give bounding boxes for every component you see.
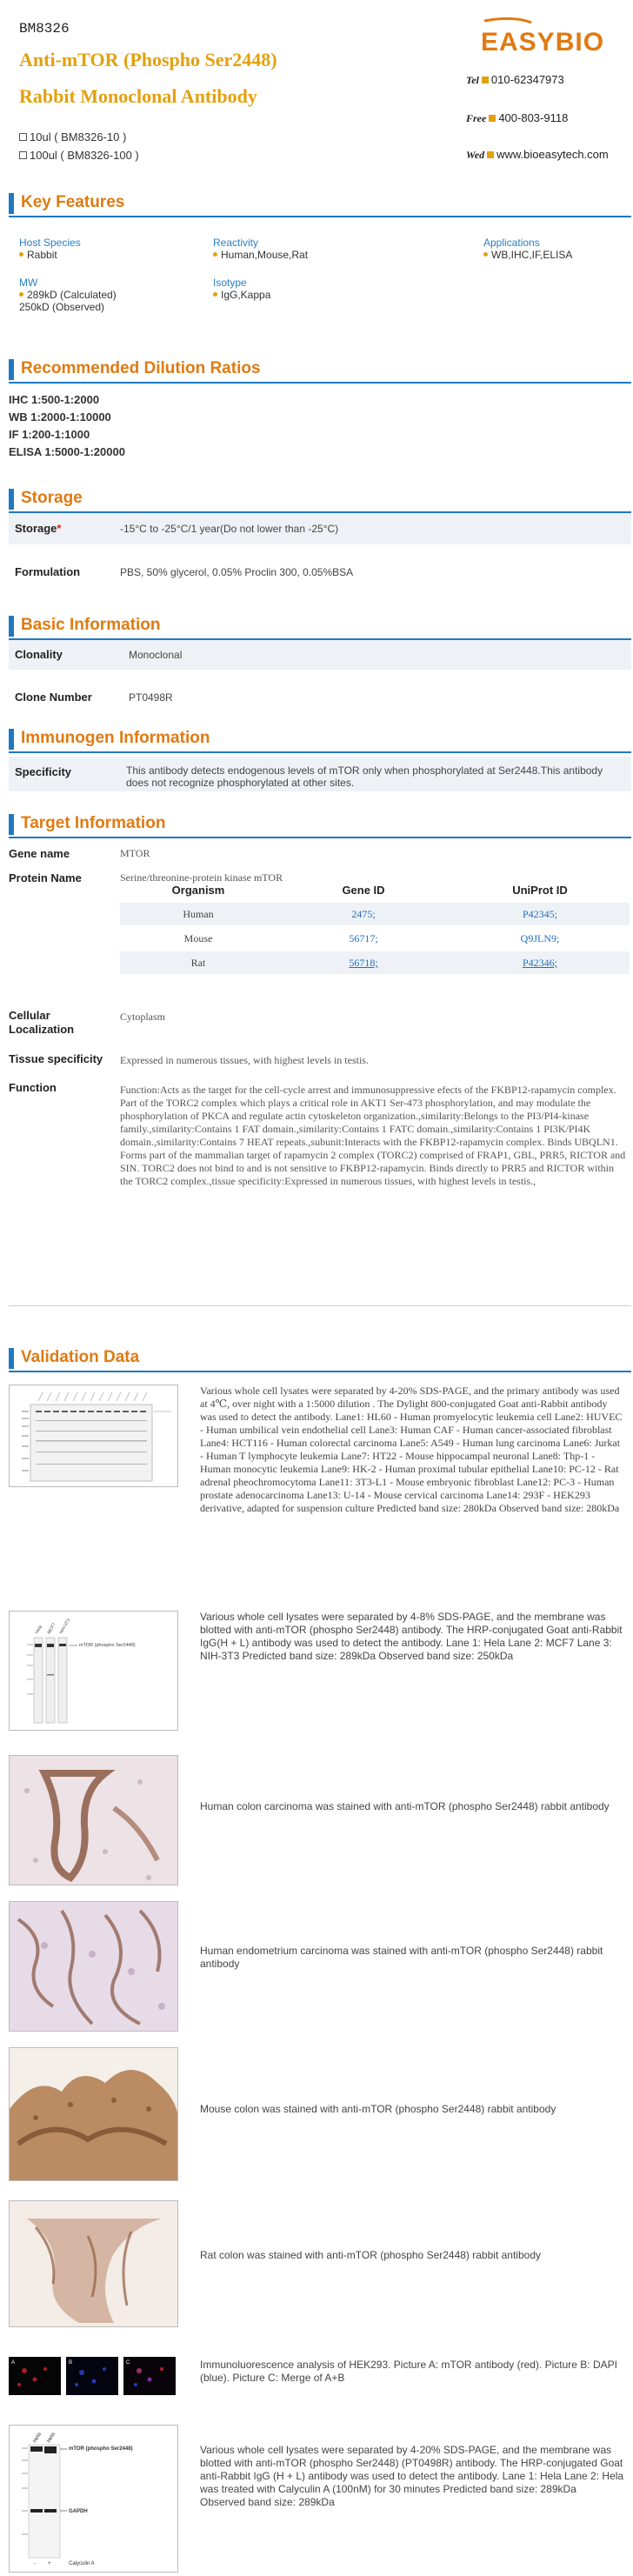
storage-label: Storage*	[15, 522, 62, 535]
validation-caption: Rat colon was stained with anti-mTOR (phospho Ser2448) rabbit antibody	[200, 2249, 541, 2261]
protein-name-label: Protein Name	[9, 871, 82, 884]
host-species-value: Rabbit	[19, 249, 57, 261]
product-subtitle: Rabbit Monoclonal Antibody	[19, 85, 257, 107]
lane-label: Hela	[34, 1625, 43, 1635]
contact-tel: Tel 010-62347973	[466, 73, 564, 86]
blot-band-label: mTOR (phospho Ser2448)	[69, 2446, 133, 2452]
dilution-if: IF 1:200-1:1000	[9, 428, 90, 441]
organism-cell: Human	[183, 908, 214, 920]
bullet-icon	[482, 77, 489, 83]
cellular-localization-value: Cytoplasm	[120, 1011, 166, 1023]
section-heading-validation: Validation Data	[9, 1348, 139, 1369]
cellular-localization-label: Cellular Localization	[9, 1009, 75, 1036]
western-blot-graphic	[10, 1385, 178, 1487]
ihc-image	[9, 1901, 178, 2032]
bullet-icon	[19, 252, 23, 257]
gene-name-value: MTOR	[120, 847, 150, 859]
ihc-image	[9, 2047, 178, 2181]
easybio-logo	[479, 17, 618, 56]
treatment-mark: +	[48, 2561, 51, 2566]
gene-id-link[interactable]: 2475;	[351, 908, 376, 920]
section-divider	[9, 751, 631, 753]
column-header: Organism	[171, 884, 225, 897]
bullet-icon	[483, 252, 488, 257]
reactivity-value: Human,Mouse,Rat	[213, 249, 308, 261]
dilution-wb: WB 1:2000-1:10000	[9, 410, 111, 424]
formulation-value: PBS, 50% glycerol, 0.05% Proclin 300, 0.05%BSA	[120, 566, 354, 578]
clone-number-label: Clone Number	[15, 691, 92, 704]
panel-label: A	[11, 2360, 16, 2366]
size-option[interactable]: 10ul ( BM8326-10 )	[19, 130, 126, 143]
storage-value: -15°C to -25°C/1 year(Do not lower than -25°C)	[120, 523, 339, 535]
catalog-code: BM8326	[19, 21, 70, 37]
checkbox-icon[interactable]	[19, 151, 27, 159]
applications-label: Applications	[483, 237, 540, 249]
isotype-label: Isotype	[213, 277, 247, 289]
mw-observed: 250kD (Observed)	[19, 301, 105, 313]
ihc-image	[9, 1755, 178, 1885]
lane-label: Hela	[46, 2432, 57, 2444]
function-label: Function	[9, 1081, 57, 1094]
uniprot-link[interactable]: P42345;	[522, 908, 557, 920]
section-heading-dilution: Recommended Dilution Ratios	[9, 359, 261, 380]
validation-caption: Various whole cell lysates were separated by 4-8% SDS-PAGE, and the membrane was blotted with anti-mTOR (phospho Ser2448) antibody. The HRP-conjugated Goat anti-Rabbit IgG(H + L) antibody was used to detect the antibody. Lane 1: Hela Lane 2: MCF7 Lane 3: NIH-3T3 Predicted band size: 289kDa Observed band size: 250kDa	[200, 1611, 623, 1662]
bullet-icon	[489, 115, 496, 122]
validation-caption: Various whole cell lysates were separated by 4-20% SDS-PAGE, and the membrane was blotted with anti-mTOR (phospho Ser2448) (PT0498R) antibody. The HRP-conjugated Goat anti-Rabbit IgG (H + L) antibody was used to detect the antibody. Lane 1: Hela Lane 2: Hela was treated with Calyculin A (100nM) for 30 minutes Predicted band size: 289kDa Observed band size: 289kDa	[200, 2444, 624, 2508]
ihc-image	[9, 2200, 178, 2327]
uniprot-link[interactable]: P42346;	[522, 957, 557, 969]
gene-id-link[interactable]: 56718;	[349, 957, 378, 969]
applications-value: WB,IHC,IF,ELISA	[483, 249, 572, 261]
tissue-specificity-label: Tissue specificity	[9, 1052, 103, 1065]
isotype-value: IgG,Kappa	[213, 289, 270, 301]
clonality-label: Clonality	[15, 648, 63, 661]
gene-name-label: Gene name	[9, 847, 70, 860]
validation-caption: Immunoluorescence analysis of HEK293. Picture A: mTOR antibody (red). Picture B: DAPI (blue). Picture C: Merge of A+B	[200, 2359, 617, 2384]
tissue-specificity-value: Expressed in numerous tissues, with highest levels in testis.	[120, 1054, 369, 1066]
western-blot-image	[9, 2425, 178, 2573]
gene-id-link[interactable]: 56717;	[349, 932, 378, 944]
formulation-label: Formulation	[15, 565, 81, 578]
table-row	[120, 951, 630, 974]
treatment-mark: -	[34, 2561, 36, 2566]
mw-label: MW	[19, 277, 38, 289]
validation-caption: Mouse colon was stained with anti-mTOR (phospho Ser2448) rabbit antibody	[200, 2103, 556, 2115]
lane-label: MCF7	[46, 1622, 57, 1635]
loading-control-label: GAPDH	[69, 2509, 88, 2514]
validation-caption: Various whole cell lysates were separated by 4-20% SDS-PAGE, and the primary antibody was used at 4℃, over night with a 1:5000 dilution . The Dylight 800-conjugated Goat anti-Rabbit antibody was used to detect the antibody. Lane1: HL60 - Human promyelocytic leukemia cell Lane2: HUVEC - Human umbilical vein endothelial cell Lane3: Human CAF - Human cancer-associated fibroblast Lane4: HCT116 - Human colorectal carcinoma Lane5: A549 - Human lung carcinoma Lane6: Jurkat - Human T lymphocyte leukemia Lane7: HT22 - Mouse hippocampal neuronal Lane8: Thp-1 - Human monocytic leukemia Lane9: HK-2 - Human proximal tubular epithelial Lane10: PC-12 - Rat adrenal pheochromocytoma Lane11: 3T3-L1 - Mouse embryonic fibroblast Lane12: PC-3 - Human prostate adenocarcinoma Lane13: U-14 - Mouse cervical carcinoma Lane14: 293F - HEK293 derivative, adapted for suspension culture Predicted band size: 280kDa Observed band size: 280kDa	[200, 1385, 623, 1514]
table-row	[120, 927, 630, 950]
checkbox-icon[interactable]	[19, 133, 27, 141]
clone-number-value: PT0498R	[129, 691, 173, 704]
section-heading-immunogen: Immunogen Information	[9, 729, 210, 750]
section-heading-storage: Storage	[9, 489, 83, 510]
blot-band-label: mTOR (phospho Ser2448)	[79, 1643, 136, 1648]
western-blot-graphic	[10, 2426, 178, 2573]
divider	[9, 1305, 631, 1306]
lane-label: Hela	[32, 2432, 43, 2444]
section-divider	[9, 216, 631, 217]
column-header: UniProt ID	[512, 884, 568, 897]
contact-web[interactable]: Wed www.bioeasytech.com	[466, 148, 609, 161]
protein-name-value: Serine/threonine-protein kinase mTOR	[120, 871, 283, 884]
if-image	[9, 2353, 178, 2399]
panel-label: B	[69, 2360, 73, 2366]
reactivity-label: Reactivity	[213, 237, 259, 249]
organism-cell: Rat	[190, 957, 206, 969]
section-heading-basic: Basic Information	[9, 616, 160, 637]
bullet-icon	[213, 252, 217, 257]
product-title: Anti-mTOR (Phospho Ser2448)	[19, 49, 277, 70]
clonality-value: Monoclonal	[129, 649, 183, 661]
section-divider	[9, 382, 631, 384]
organism-cell: Mouse	[183, 932, 213, 944]
validation-caption: Human endometrium carcinoma was stained with anti-mTOR (phospho Ser2448) rabbit antibody	[200, 1945, 603, 1970]
bullet-icon	[487, 151, 494, 158]
dilution-ihc: IHC 1:500-1:2000	[9, 393, 100, 406]
function-value: Function:Acts as the target for the cell-cycle arrest and immunosuppressive efects of the FKBP12-rapamycin complex. Part of the TORC2 complex which plays a critical role in AKT1 Ser-473 phosphorylation, and may modulate the phosphorylation of PKCA and regulate actin cytoskeleton organization.,similarity:Belongs to the PI3/PI4-kinase family.,similarity:Contains 1 FAT domain.,similarity:Contains 1 FATC domain.,similarity:Contains 1 PI3K/PI4K domain.,similarity:Contains 7 HEAT repeats.,subunit:Interacts with the FKBP12-rapamycin complex. Binds UBQLN1. Forms part of the mammalian target of rapamycin 2 complex (TORC2) comprised of FRAP1, GBL, PRR5, RICTOR and SIN. TORC2 does not bind to and is not sensitive to FKBP12-rapamycin. Binds directly to PRR5 and RICTOR within the TORC2 complex.,tissue specificity:Expressed in numerous tissues, with highest levels in testis.,	[120, 1084, 626, 1187]
ihc-graphic	[10, 1902, 178, 2032]
mw-value: 289kD (Calculated)	[19, 289, 117, 301]
lane-label: NIH-3T3	[58, 1618, 72, 1635]
treatment-label: Calyculin A	[69, 2561, 95, 2566]
if-graphic	[9, 2353, 178, 2399]
dilution-elisa: ELISA 1:5000-1:20000	[9, 445, 125, 458]
ihc-graphic	[10, 2201, 178, 2327]
ihc-graphic	[10, 1756, 178, 1885]
section-heading-target: Target Information	[9, 814, 165, 835]
western-blot-image	[9, 1385, 178, 1487]
bullet-icon	[213, 292, 217, 297]
section-heading-key-features: Key Features	[9, 193, 124, 214]
uniprot-link[interactable]: Q9JLN9;	[520, 932, 560, 944]
brand-text: EASYBIO	[481, 28, 605, 56]
host-species-label: Host Species	[19, 237, 81, 249]
western-blot-image	[9, 1611, 178, 1731]
section-divider	[9, 837, 631, 838]
bullet-icon	[19, 292, 23, 297]
table-row	[120, 903, 630, 925]
section-divider	[9, 1371, 631, 1372]
specificity-label: Specificity	[15, 765, 72, 778]
validation-caption: Human colon carcinoma was stained with anti-mTOR (phospho Ser2448) rabbit antibody	[200, 1800, 610, 1812]
size-option[interactable]: 100ul ( BM8326-100 )	[19, 149, 139, 162]
specificity-value: This antibody detects endogenous levels of mTOR only when phosphorylated at Ser2448.This antibody does not recognize phosphorylated at other sites.	[126, 764, 603, 789]
ihc-graphic	[10, 2048, 178, 2181]
column-header: Gene ID	[342, 884, 385, 897]
contact-free: Free 400-803-9118	[466, 111, 569, 124]
panel-label: C	[126, 2360, 130, 2366]
western-blot-graphic	[10, 1612, 178, 1731]
clonality-row	[9, 640, 631, 670]
